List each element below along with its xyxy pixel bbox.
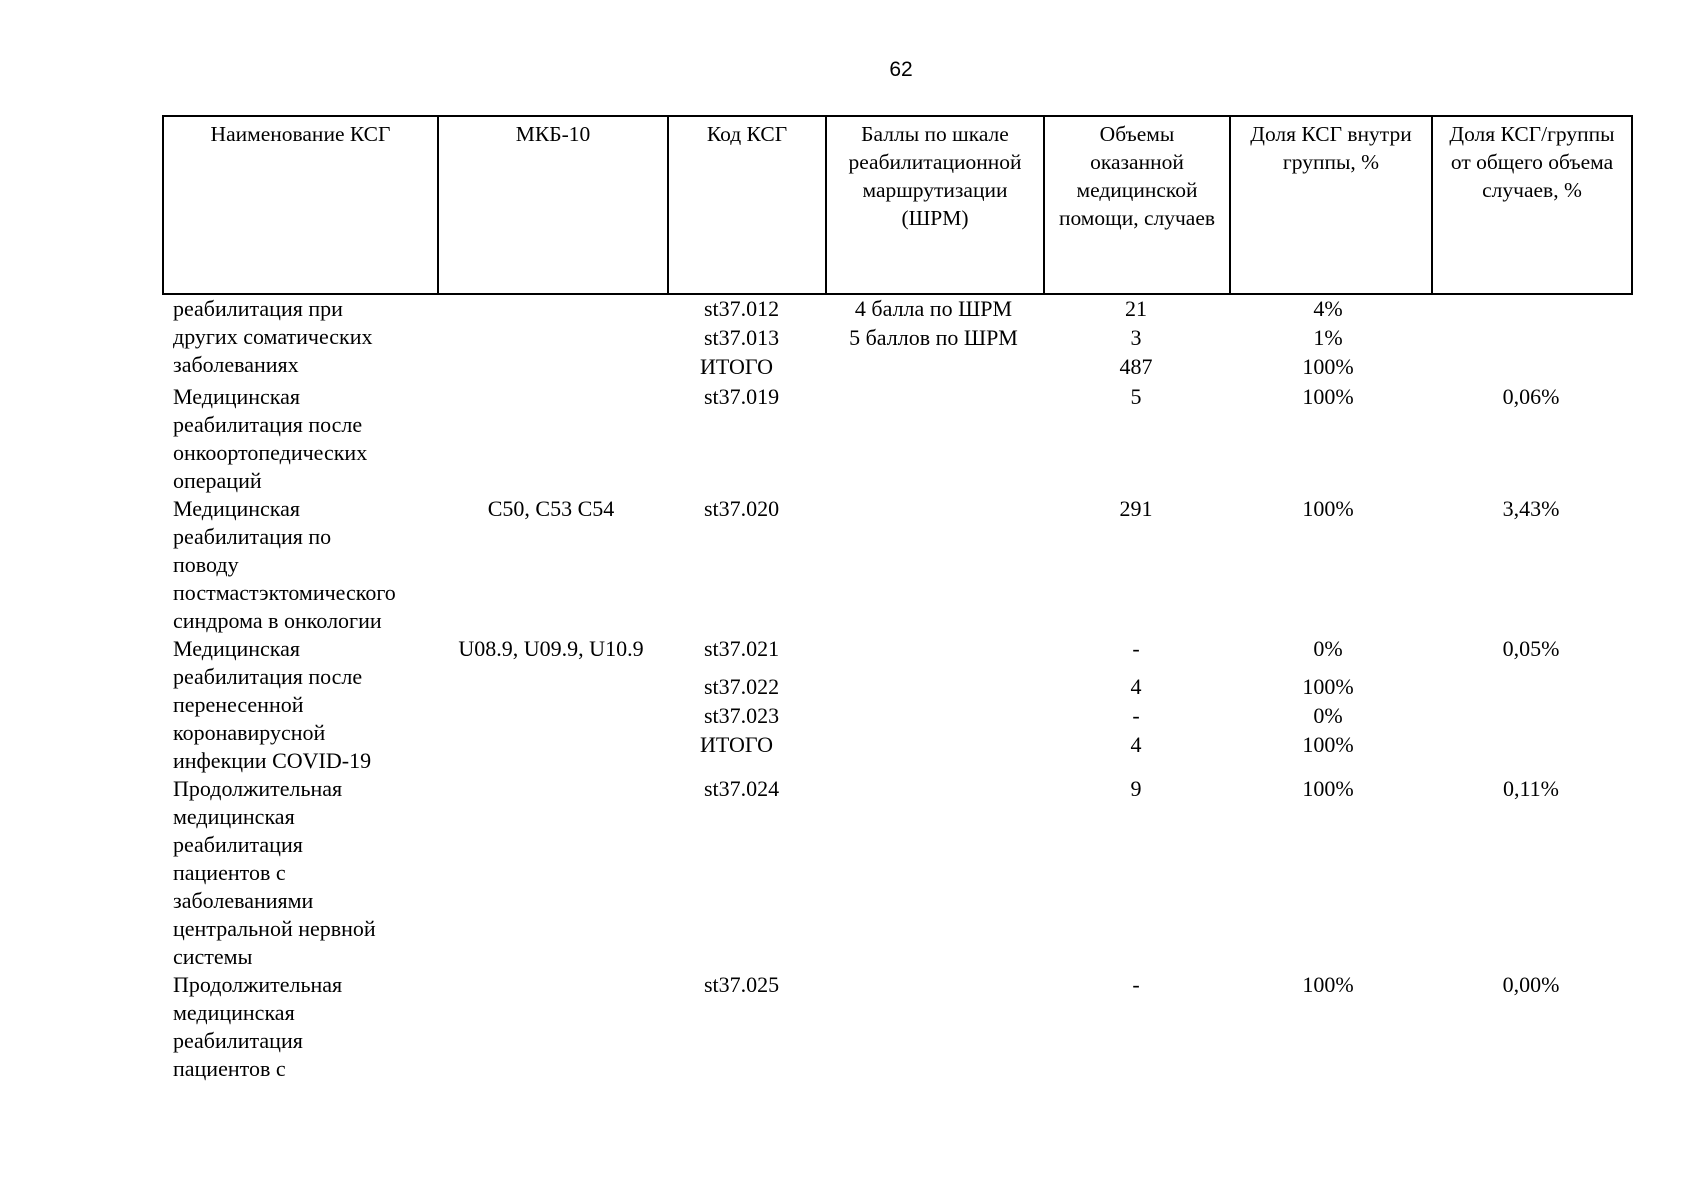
ksg-name-line: заболеваниях [173, 352, 299, 377]
share-in-group-cell: 100% [1302, 674, 1354, 699]
ksg-code-cell: ИТОГО [700, 354, 773, 379]
ksg-code-cell: st37.022 [704, 674, 780, 699]
volume-cell: 4 [1130, 732, 1142, 757]
share-total-cell: 0,11% [1502, 776, 1559, 801]
volume-cell: - [1132, 636, 1140, 661]
table-header [162, 115, 1633, 295]
ksg-name-line: пациентов с [173, 1056, 286, 1081]
ksg-name-line: коронавирусной [173, 720, 326, 745]
header-ksg-name: Наименование КСГ [163, 116, 438, 294]
share-in-group-cell: 100% [1302, 732, 1354, 757]
mkb-cell: С50, С53 С54 [487, 496, 615, 521]
ksg-code-cell: st37.019 [704, 384, 780, 409]
ksg-name-line: инфекции COVID-19 [173, 748, 372, 773]
header-mkb10: МКБ-10 [438, 116, 668, 294]
ksg-name-line: заболеваниями [173, 888, 314, 913]
volume-cell: 3 [1130, 325, 1142, 350]
header-share-in-group: Доля КСГ внутри группы, % [1230, 116, 1432, 294]
ksg-name-line: реабилитация после [173, 664, 363, 689]
ksg-name-cell [173, 495, 396, 635]
ksg-code-cell: st37.024 [704, 776, 780, 801]
ksg-code-cell: st37.025 [704, 972, 780, 997]
ksg-name-line: медицинская [173, 1000, 295, 1025]
ksg-name-line: реабилитация [173, 1028, 303, 1053]
share-in-group-cell: 100% [1302, 496, 1354, 521]
ksg-name-line: Медицинская [173, 496, 301, 521]
volume-cell: 21 [1125, 296, 1147, 321]
volume-cell: - [1132, 972, 1140, 997]
header-ksg-code: Код КСГ [668, 116, 826, 294]
page-number: 62 [889, 58, 913, 81]
share-in-group-cell: 100% [1302, 972, 1354, 997]
ksg-name-line: реабилитация при [173, 296, 343, 321]
ksg-name-line: Медицинская [173, 636, 301, 661]
ksg-name-line: реабилитация после [173, 412, 363, 437]
share-in-group-cell: 100% [1302, 776, 1354, 801]
ksg-name-line: других соматических [173, 324, 373, 349]
volume-cell: 4 [1130, 674, 1142, 699]
shrm-cell: 4 балла по ШРМ [854, 296, 1013, 321]
ksg-name-line: операций [173, 468, 262, 493]
header-volume: Объемы оказанной медицинской помощи, случаев [1044, 116, 1230, 294]
ksg-name-line: реабилитация по [173, 524, 332, 549]
ksg-code-cell: ИТОГО [700, 732, 773, 757]
share-total-cell: 0,06% [1502, 384, 1560, 409]
volume-cell: - [1132, 703, 1140, 728]
ksg-name-cell [173, 383, 367, 495]
share-total-cell: 0,05% [1502, 636, 1560, 661]
ksg-name-line: перенесенной [173, 692, 304, 717]
ksg-name-line: пациентов с [173, 860, 286, 885]
ksg-code-cell: st37.012 [704, 296, 780, 321]
ksg-name-line: Продолжительная [173, 776, 343, 801]
ksg-code-cell: st37.013 [704, 325, 780, 350]
ksg-name-line: медицинская [173, 804, 295, 829]
share-in-group-cell: 0% [1313, 636, 1343, 661]
ksg-name-cell [173, 635, 371, 775]
ksg-code-cell: st37.021 [704, 636, 780, 661]
shrm-cell: 5 баллов по ШРМ [849, 325, 1018, 350]
ksg-name-line: онкоортопедических [173, 440, 368, 465]
volume-cell: 5 [1130, 384, 1142, 409]
ksg-code-cell: st37.020 [704, 496, 780, 521]
share-in-group-cell: 0% [1313, 703, 1343, 728]
header-share-total: Доля КСГ/группы от общего объема случаев, % [1432, 116, 1632, 294]
ksg-name-line: Продолжительная [173, 972, 343, 997]
share-in-group-cell: 1% [1313, 325, 1343, 350]
header-shrm-score: Баллы по шкале реабилитационной маршрутизации (ШРМ) [826, 116, 1044, 294]
share-total-cell: 0,00% [1502, 972, 1560, 997]
ksg-name-cell [173, 295, 373, 379]
share-in-group-cell: 4% [1313, 296, 1343, 321]
ksg-name-line: реабилитация [173, 832, 303, 857]
ksg-name-cell [173, 775, 376, 971]
share-in-group-cell: 100% [1302, 384, 1354, 409]
ksg-name-line: Медицинская [173, 384, 301, 409]
volume-cell: 291 [1119, 496, 1153, 521]
share-total-cell: 3,43% [1502, 496, 1560, 521]
ksg-name-line: постмастэктомического [173, 580, 396, 605]
volume-cell: 487 [1119, 354, 1153, 379]
volume-cell: 9 [1130, 776, 1142, 801]
share-in-group-cell: 100% [1302, 354, 1354, 379]
ksg-name-line: синдрома в онкологии [173, 608, 382, 633]
ksg-name-line: центральной нервной [173, 916, 376, 941]
ksg-name-cell [173, 971, 342, 1083]
ksg-name-line: поводу [173, 552, 239, 577]
ksg-code-cell: st37.023 [704, 703, 780, 728]
ksg-name-line: системы [173, 944, 253, 969]
mkb-cell: U08.9, U09.9, U10.9 [458, 636, 644, 661]
